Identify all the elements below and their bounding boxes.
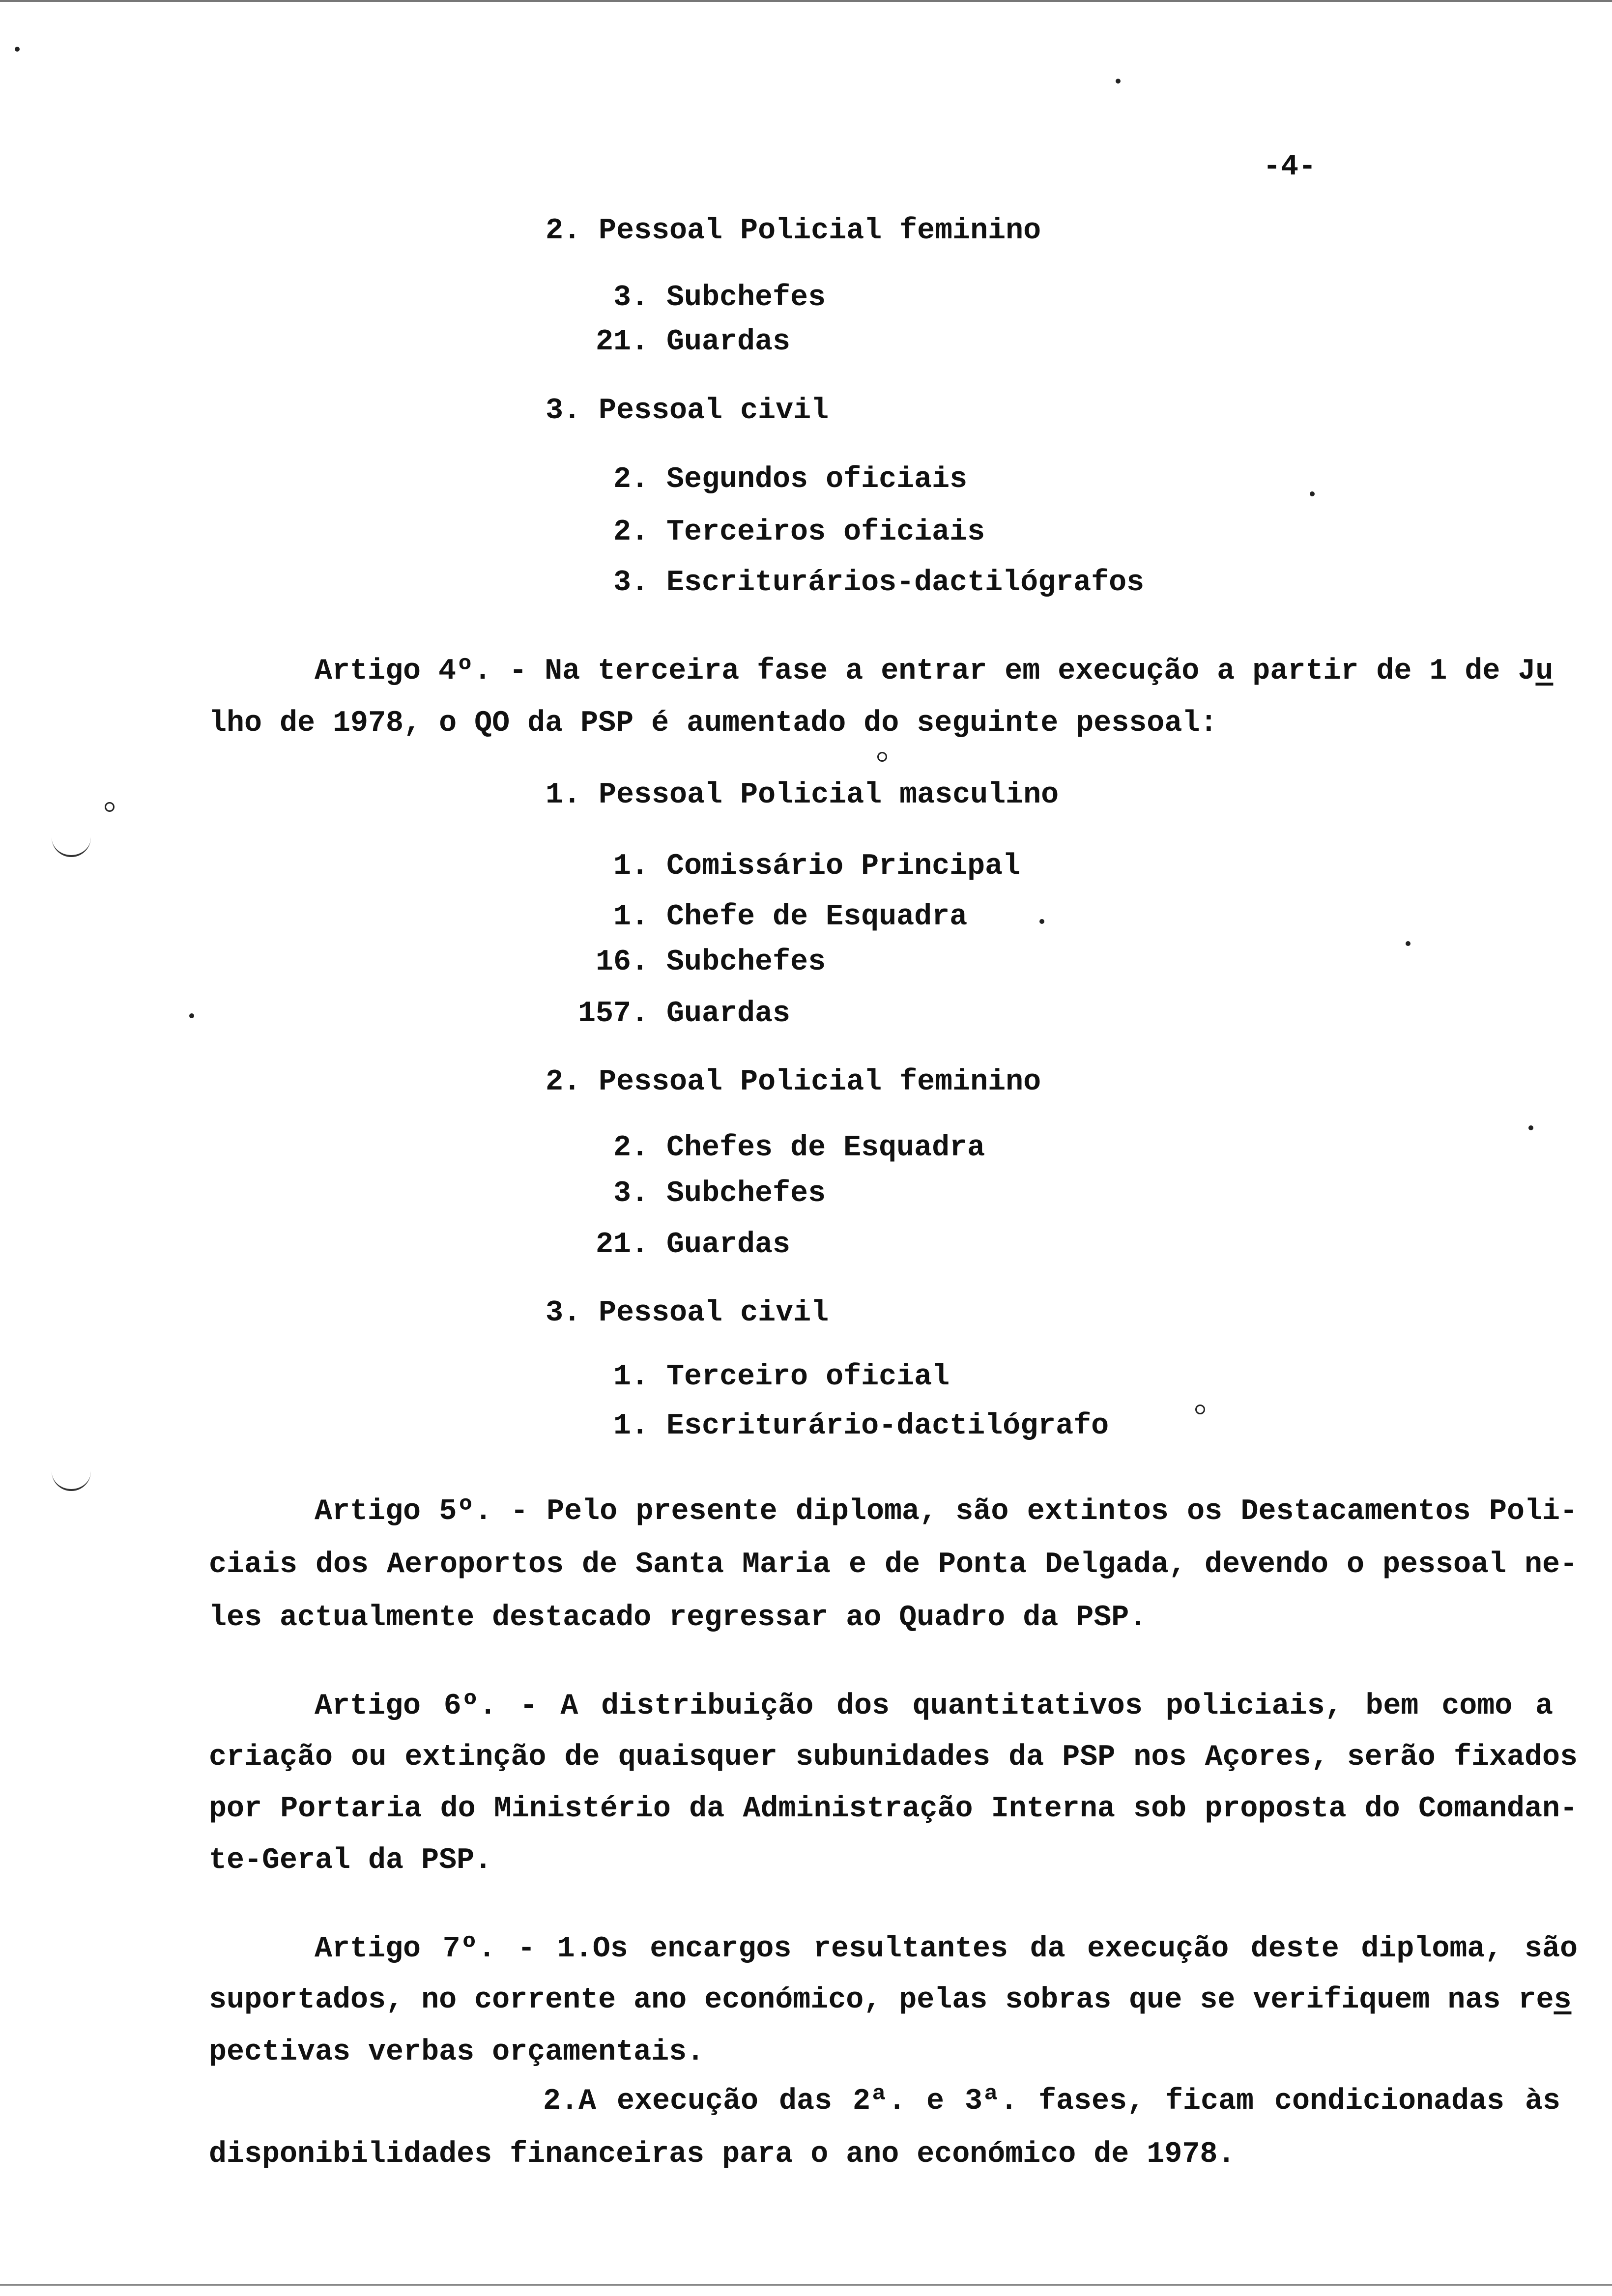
article-7-hyphen-fragment: s bbox=[1554, 1983, 1572, 2017]
article-7-line-3: pectivas verbas orçamentais. bbox=[209, 2036, 705, 2069]
article-7-line-1: Artigo 7º. - 1.Os encargos resultantes da execução deste diploma, são bbox=[315, 1932, 1578, 1966]
list-item bbox=[575, 849, 1020, 884]
scan-speck bbox=[15, 47, 20, 52]
article-6-line-4: te-Geral da PSP. bbox=[209, 1844, 492, 1877]
list-item bbox=[575, 1176, 826, 1211]
group-heading-policial-feminino: 2. Pessoal Policial feminino bbox=[546, 214, 1041, 248]
item-number: 16. bbox=[595, 946, 649, 979]
item-label: Chefes de Esquadra bbox=[666, 1131, 985, 1165]
group-heading-policial-feminino: 2. Pessoal Policial feminino bbox=[546, 1065, 1041, 1099]
item-number: 157. bbox=[577, 997, 649, 1031]
item-label: Terceiros oficiais bbox=[666, 516, 985, 549]
scan-speck bbox=[189, 1013, 194, 1018]
item-number: 1. bbox=[613, 850, 649, 883]
article-5-line-3: les actualmente destacado regressar ao Quadro da PSP. bbox=[209, 1601, 1147, 1635]
punch-hole-mark bbox=[52, 1469, 91, 1491]
scan-circle-mark bbox=[1195, 1405, 1205, 1414]
item-label: Chefe de Esquadra bbox=[666, 900, 968, 934]
page-number: -4- bbox=[1263, 150, 1317, 184]
scan-speck bbox=[1310, 491, 1315, 496]
article-6-line-3: por Portaria do Ministério da Administração Interna sob proposta do Comandan- bbox=[209, 1792, 1578, 1826]
list-item bbox=[575, 324, 790, 360]
list-item bbox=[575, 280, 826, 316]
item-number: 2. bbox=[613, 516, 649, 549]
scan-speck bbox=[1528, 1125, 1533, 1130]
group-heading-policial-masculino: 1. Pessoal Policial masculino bbox=[546, 778, 1059, 812]
punch-hole-mark bbox=[52, 835, 91, 857]
item-label: Subchefes bbox=[666, 1177, 826, 1210]
item-label: Subchefes bbox=[666, 946, 826, 979]
item-label: Comissário Principal bbox=[666, 850, 1021, 883]
item-label: Escriturários-dactilógrafos bbox=[666, 566, 1145, 600]
article-4-line-1 bbox=[315, 654, 1553, 689]
article-4-hyphen-fragment: u bbox=[1535, 655, 1554, 688]
article-6-line-2: criação ou extinção de quaisquer subunidades da PSP nos Açores, serão fixados bbox=[209, 1741, 1578, 1774]
list-item bbox=[575, 899, 967, 935]
item-label: Escriturário-dactilógrafo bbox=[666, 1409, 1109, 1443]
article-5-line-1: Artigo 5º. - Pelo presente diploma, são extintos os Destacamentos Poli- bbox=[315, 1495, 1578, 1528]
article-7-line-5: disponibilidades financeiras para o ano económico de 1978. bbox=[209, 2138, 1236, 2171]
group-heading-pessoal-civil: 3. Pessoal civil bbox=[546, 394, 829, 428]
article-4-line-2: lho de 1978, o QO da PSP é aumentado do seguinte pessoal: bbox=[209, 707, 1218, 740]
article-7-line-2 bbox=[209, 1982, 1571, 2018]
article-4-text: Artigo 4º. - Na terceira fase a entrar em execução a partir de 1 de J bbox=[315, 655, 1536, 688]
list-item bbox=[575, 945, 826, 980]
item-number: 2. bbox=[613, 1131, 649, 1165]
list-item bbox=[575, 1359, 950, 1395]
list-item bbox=[575, 1130, 985, 1166]
top-edge-rule bbox=[0, 0, 1612, 2]
item-number: 1. bbox=[613, 1409, 649, 1443]
item-number: 2. bbox=[613, 463, 649, 496]
list-item bbox=[575, 1227, 790, 1263]
bottom-edge-rule bbox=[0, 2284, 1612, 2286]
item-label: Segundos oficiais bbox=[666, 463, 968, 496]
item-number: 21. bbox=[595, 1228, 649, 1262]
list-item bbox=[575, 515, 985, 550]
article-6-line-1: Artigo 6º. - A distribuição dos quantitativos policiais, bem como a bbox=[315, 1690, 1553, 1723]
item-number: 3. bbox=[613, 566, 649, 600]
item-number: 1. bbox=[613, 900, 649, 934]
scan-speck bbox=[1116, 79, 1121, 84]
scan-speck bbox=[1039, 919, 1044, 924]
scan-speck bbox=[1406, 941, 1410, 946]
item-label: Guardas bbox=[666, 325, 791, 359]
scan-circle-mark bbox=[877, 752, 887, 762]
list-item bbox=[575, 1408, 1109, 1444]
scan-circle-mark bbox=[105, 802, 115, 812]
article-7-line-4: 2.A execução das 2ª. e 3ª. fases, ficam condicionadas às bbox=[543, 2085, 1560, 2118]
article-7-text: suportados, no corrente ano económico, pelas sobras que se verifiquem nas re bbox=[209, 1983, 1554, 2017]
item-number: 3. bbox=[613, 281, 649, 315]
item-label: Guardas bbox=[666, 997, 791, 1031]
item-number: 3. bbox=[613, 1177, 649, 1210]
article-5-line-2: ciais dos Aeroportos de Santa Maria e de Ponta Delgada, devendo o pessoal ne- bbox=[209, 1548, 1578, 1581]
item-number: 21. bbox=[595, 325, 649, 359]
item-label: Subchefes bbox=[666, 281, 826, 315]
item-number: 1. bbox=[613, 1360, 649, 1394]
list-item bbox=[575, 462, 967, 497]
item-label: Terceiro oficial bbox=[666, 1360, 950, 1394]
list-item bbox=[575, 565, 1144, 601]
list-item bbox=[575, 996, 790, 1032]
item-label: Guardas bbox=[666, 1228, 791, 1262]
group-heading-pessoal-civil: 3. Pessoal civil bbox=[546, 1296, 829, 1330]
